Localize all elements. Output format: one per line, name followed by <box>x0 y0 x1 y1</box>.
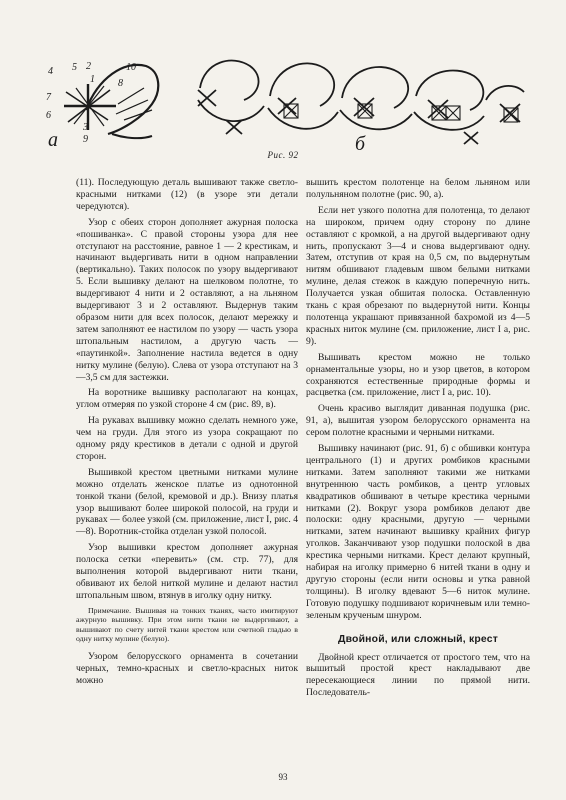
right-column <box>306 177 530 703</box>
section-heading: Двойной, или сложный, крест <box>337 633 499 645</box>
figure-b-cross-blocks <box>284 104 518 122</box>
figure-number-4: 4 <box>48 66 53 77</box>
figure-number-7: 7 <box>46 92 51 103</box>
left-paragraph-1: (11). Последующую деталь вышивают также светло-красными нитками (12) (в узоре эти детали чередуются). <box>76 177 298 212</box>
left-paragraph-last: Узором белорусского орнамента в сочетании черных, темно-красных и светло-красных ниток можно <box>76 651 298 687</box>
page-number: 93 <box>278 772 288 782</box>
left-paragraph-3: На воротнике вышивку располагают на концах, углом отмеряя по узкой стороне 4 см (рис. 89, в). <box>76 387 298 411</box>
right-paragraph-4: Очень красиво выглядит диванная подушка (рис. 91, а), вышитая узором белорусского орнамента на сером полотне красными и черными нитками. <box>306 403 530 439</box>
left-paragraph-5: Вышивкой крестом цветными нитками мулине можно отделать женское платье из однотонной тонкой ткани (белой, кремовой и др.). Внизу платья узор вышивают более широкой полосой, на груди и рукавах — более узкой (см. приложение, лист I, рис. 4—8). Воротник-стойка отделан узкой полосой. <box>76 466 298 538</box>
figure-number-1: 1 <box>90 74 95 85</box>
right-paragraph-3: Вышивать крестом можно не только орнаментальные узоры, но и узор цветов, в котором сохраняются естественные природные формы и расцветка (см. приложение, лист I а, рис. 10). <box>306 351 530 399</box>
figure-b-stitch-sequence <box>198 61 524 144</box>
figure-number-3: 3 <box>83 122 88 133</box>
figure-label-a: а <box>48 129 58 151</box>
right-paragraph-last: Двойной крест отличается от простого тем, что на вышитый простой крест накладывают две пересекающиеся линии по прямой нити. Последователь- <box>306 651 530 699</box>
right-paragraph-1: вышить крестом полотенце на белом льняном или полульняном полотне (рис. 90, а). <box>306 177 530 200</box>
figure-a-cross-stitch-diagram <box>64 65 158 138</box>
left-paragraph-4: На рукавах вышивку можно сделать немного уже, чем на груди. Для этого из узора сокращают по одному ряду крестиков в детали с одной и другой сторон. <box>76 415 298 462</box>
left-column <box>76 177 298 691</box>
right-paragraph-5: Вышивку начинают (рис. 91, б) с обшивки контура центрального (1) и других ромбиков красными нитками. Затем заполняют такими же нитками внутреннюю часть ромбиков, а центр угловых квадратиков обшивают в четыре крестика черными нитками (2). Вокруг узора ромбиков делают две полоски: одну красными, другую — черными нитками, затем начинают вышивку крайних фигур уголков. Заканчивают узор подушки полоской в два крестика черными нитками. Крест делают крупный, набирая на иголку примерно 6 нитей ткани в одну и другую стороны (если нити основы и утка равной толщины). В иголку вдевают 5—6 ниток мулине. Готовую подушку подшивают коричневым или темно-зеленым крученым шнуром. <box>306 443 530 621</box>
figure-number-8: 8 <box>118 78 123 89</box>
figure-number-9: 9 <box>83 134 88 145</box>
left-paragraph-2: Узор с обеих сторон дополняет ажурная полоска «пошиванка». С правой стороны узора для нее отступают на расстояние, равное 1 — 2 крестикам, и начинают выдергивать нити в одном направлении (вертикально). Таких полосок по узору выдергивают 5. Если вышивку делают на шелковом полотне, то выдергивают 4 нити и 2 оставляют, а на льняном выдергивают 3 и 2 оставляют. Выдернув таким образом нити для всех полосок, делают мережку и затем заполняют ее настилом по узору — часть узора штопальным настилом, а другую часть — «паутинкой». Заполнение настила ведется в одну нитку мулине (белую). Слева от узора отступают на 3—3,5 см для застежки. <box>76 216 298 383</box>
left-paragraph-6: Узор вышивки крестом дополняет ажурная полоска сетки «перевить» (см. стр. 77), для выполнения которой выдергивают нити ткани, обвивают их белой ниткой мулине и делают настил штопальным швом, втянув в иголку одну нитку. <box>76 542 298 601</box>
figure-label-b: б <box>355 133 366 155</box>
figure-number-2: 2 <box>86 61 91 72</box>
figure-caption: Рис. 92 <box>267 150 299 160</box>
embroidery-figure <box>28 38 538 168</box>
figure-number-5: 5 <box>72 62 77 73</box>
figure-number-6: 6 <box>46 110 51 121</box>
right-paragraph-2: Если нет узкого полотна для полотенца, то делают на широком, причем одну сторону по длине оставляют с кромкой, а на другой выдергивают одну нить, пропускают 3—4 и снова выдергивают одну. Затем, отступив от края на 0,5 см, по выдернутым нитям обшивают гладевым швом белыми нитками мулине, делая стежок в каждую поперечную нить. Получается узкая обшитая полоска. Оставленную ткань с края обрезают по выдернутой нити. Концы полотенца украшают привязанной бахромой из 4—5 красных ниток мулине (см. приложение, лист I а, рис. 9). <box>306 204 530 347</box>
note-paragraph: Примечание. Вышивая на тонких тканях, часто имитируют ажурную вышивку. При этом нити ткани не выдергивают, а вышивают по счету нитей ткани крестом или счетной гладью в одну нитку мулине (белую). <box>76 605 298 644</box>
figure-number-10: 10 <box>126 62 136 73</box>
